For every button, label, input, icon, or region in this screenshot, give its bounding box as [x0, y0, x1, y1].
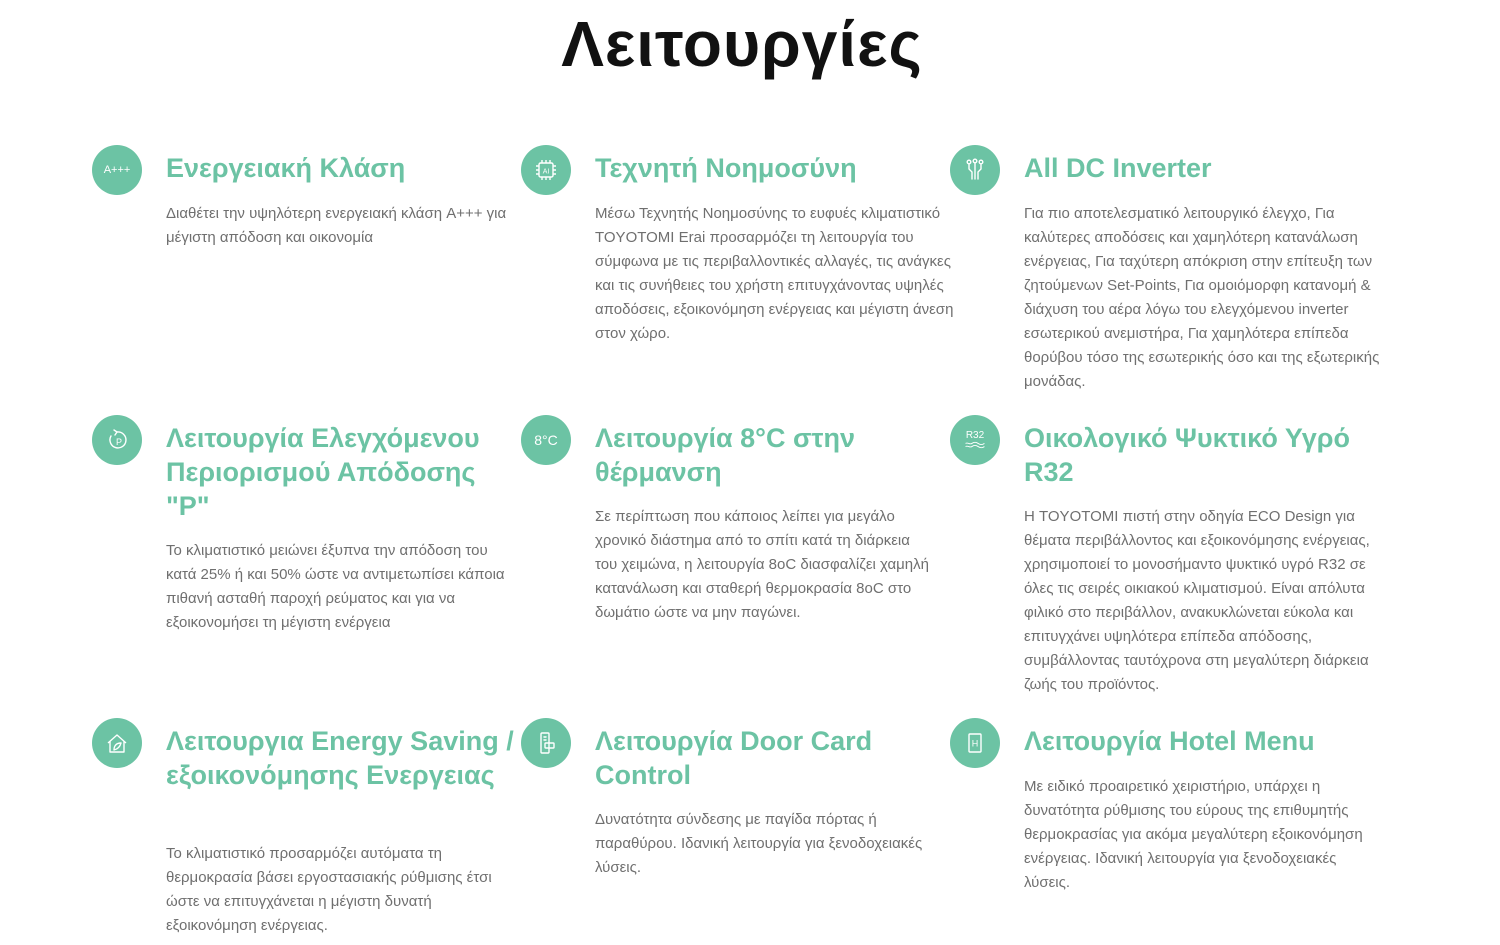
feature-title: Τεχνητή Νοημοσύνη	[595, 153, 857, 183]
feature-description: Δυνατότητα σύνδεσης με παγίδα πόρτας ή παραθύρου. Ιδανική λειτουργία για ξενοδοχειακές λύσεις.	[595, 811, 923, 876]
feature-title: Λειτουργια Energy Saving / εξοικονόμησης Ενεργειας	[166, 726, 514, 790]
feature-description: Το κλιματιστικό προσαρμόζει αυτόματα τη θερμοκρασία βάσει εργοστασιακής ρύθμισης έτσι ώστε να επιτυγχάνεται η μέγιστη δυνατή εξοικονόμηση ενέργειας.	[166, 845, 492, 934]
feature-description: Η TOYOTOMI πιστή στην οδηγία ECO Design για θέματα περιβάλλοντος και εξοικονόμησης ενέργειας, χρησιμοποιεί το μονοσήμαντο ψυκτικό υγρό R32 σε όλες τις σειρές οικιακού κλιματισμού. Είναι απόλυτα φιλικό στο περιβάλλον, ανακυκλώνεται εύκολα και επιτυγχάνει υψηλότερα επίπεδα απόδοσης, συμβάλλοντας ταυτόχρονα στη μεγαλύτερη διάρκεια ζωής του προϊόντος.	[1024, 508, 1370, 693]
feature-title: Λειτουργία Hotel Menu	[1024, 726, 1315, 756]
feature-title: Οικολογικό Ψυκτικό Υγρό R32	[1024, 423, 1350, 487]
feature-title: All DC Inverter	[1024, 153, 1212, 183]
svg-text:P: P	[115, 437, 123, 447]
circuit-icon	[950, 145, 1000, 195]
feature-title: Λειτουργία Door Card Control	[595, 726, 873, 790]
feature-description: Με ειδικό προαιρετικό χειριστήριο, υπάρχει η δυνατότητα ρύθμισης του εύρους της επιθυμητής θερμοκρασίας για ακόμα μεγαλύτερη εξοικονόμηση ενέργειας. Ιδανική λειτουργία για ξενοδοχειακές λύσεις.	[1024, 778, 1363, 891]
energy-class-icon-label: A+++	[103, 164, 131, 176]
feature-title: Λειτουργία 8°C στην θέρμανση	[595, 423, 855, 487]
feature-title: Ενεργειακή Κλάση	[166, 153, 406, 183]
feature-description: Μέσω Τεχνητής Νοημοσύνης το ευφυές κλιματιστικό TOYOTOMI Erai προσαρμόζει τη λειτουργία του σύμφωνα με τις περιβαλλοντικές αλλαγές, τις ανάγκες και τις συνήθειες του χρήστη επιτυγχάνοντας υψηλές αποδόσεις, εξοικονόμηση ενέργειας και μέγιστη άνεση στον χώρο.	[595, 205, 954, 342]
feature-description: Το κλιματιστικό μειώνει έξυπνα την απόδοση του κατά 25% ή και 50% ώστε να αντιμετωπίσει κάποια πιθανή ασταθή παροχή ρεύματος και για να εξοικονομήσει τη μέγιστη ενέργεια	[166, 542, 505, 631]
svg-text:AI: AI	[542, 168, 550, 176]
eco-house-icon	[92, 718, 142, 768]
feature-title: Λειτουργία Ελεγχόμενου Περιορισμού Απόδοσης "P"	[166, 423, 480, 521]
feature-description: Σε περίπτωση που κάποιος λείπει για μεγάλο χρονικό διάστημα από το σπίτι κατά τη διάρκεια του χειμώνα, η λειτουργία 8oC διασφαλίζει χαμηλή κατανάλωση και σταθερή θερμοκρασία 8oC στο δωμάτιο ώστε να μην παγώνει.	[595, 508, 929, 621]
feature-description: Για πιο αποτελεσματικό λειτουργικό έλεγχο, Για καλύτερες αποδόσεις και χαμηλότερη κατανάλωση ενέργειας, Για ταχύτερη απόκριση στην επίτευξη των ζητούμενων Set-Points, Για ομοιόμορφη κατανομή & διάχυση του αέρα λόγω του ελεγχόμενου inverter εσωτερικού ανεμιστήρα, Για χαμηλότερα επίπεδα θορύβου τόσο της εσωτερικής όσο και της εξωτερικής μονάδας.	[1024, 205, 1380, 390]
door-card-icon	[521, 718, 571, 768]
hotel-icon	[950, 718, 1000, 768]
energy-class-icon	[92, 145, 142, 195]
power-limit-p-icon	[92, 415, 142, 465]
r32-refrigerant-icon	[950, 415, 1000, 465]
page-title: Λειτουργίες	[561, 8, 923, 80]
r32-icon-label: R32	[965, 430, 985, 441]
svg-text:H: H	[971, 738, 979, 749]
eight-degrees-icon	[521, 415, 571, 465]
feature-description: Διαθέτει την υψηλότερη ενεργειακή κλάση A+++ για μέγιστη απόδοση και οικονομία	[166, 205, 507, 246]
ai-chip-icon	[521, 145, 571, 195]
eight-degrees-icon-label: 8°C	[534, 432, 558, 448]
